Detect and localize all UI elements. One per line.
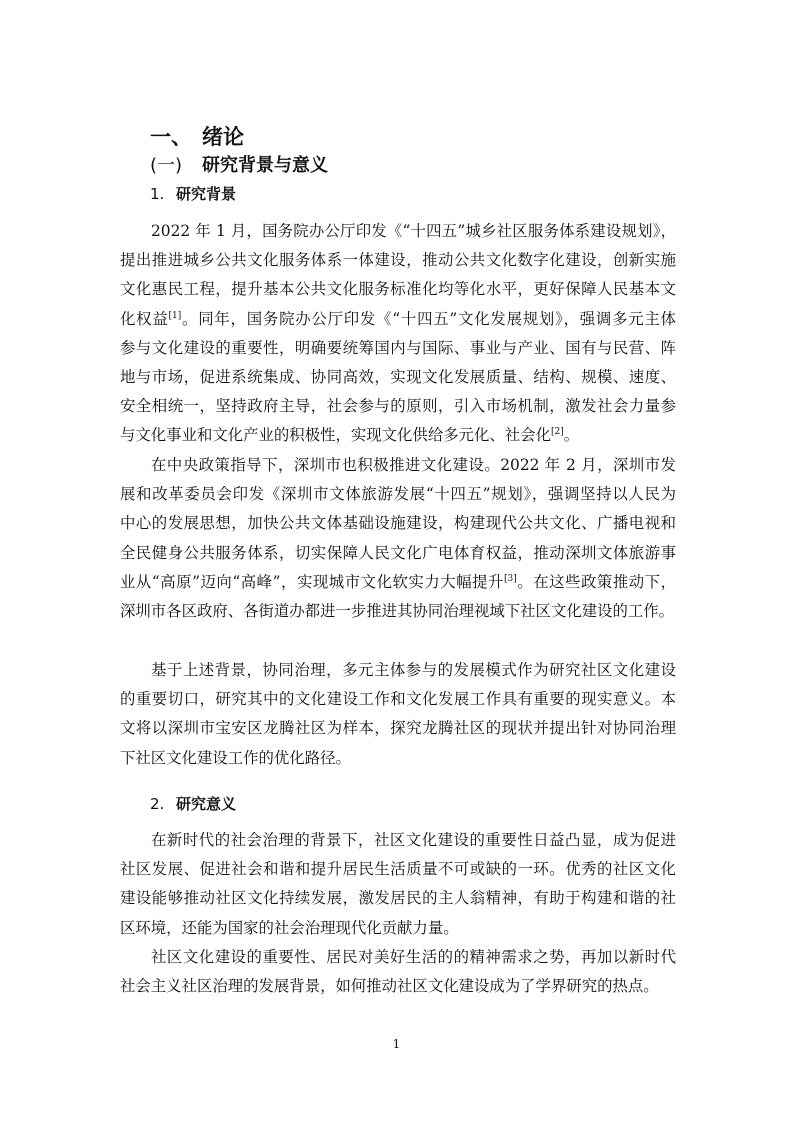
text-line: 2022 年 1 月，国务院办公厅印发《“十四五”城乡社区服务体系建设规划》，	[151, 222, 676, 240]
section-title: 研究背景与意义	[202, 155, 328, 176]
text-line	[120, 568, 676, 597]
text-line: 展和改革委员会印发《深圳市文体旅游发展“十四五”规划》，强调坚持以人民为	[120, 485, 676, 504]
text-line: 建设能够推动社区文化持续发展，激发居民的主人翁精神，有助于构建和谐的社	[120, 889, 676, 908]
paragraph-research-hotspot	[120, 943, 676, 1001]
text-line: 基于上述背景，协同治理，多元主体参与的发展模式作为研究社区文化建设	[151, 661, 676, 679]
text-line: 中心的发展思想，加快公共文体基础设施建设，构建现代公共文化、广播电视和	[120, 514, 676, 533]
text-fragment: 。在这些政策推动下，	[516, 572, 676, 591]
paragraph-policy-background	[120, 217, 676, 451]
section-number: (一)	[150, 155, 183, 176]
subsection-title: 研究背景	[176, 185, 237, 203]
text-line	[120, 421, 676, 450]
text-fragment: 化权益	[120, 309, 169, 328]
text-line: 社区发展、促进社会和谐和提升居民生活质量不可或缺的一环。优秀的社区文化	[120, 860, 676, 879]
text-line: 在中央政策指导下，深圳市也积极推进文化建设。2022 年 2 月，深圳市发	[151, 456, 676, 474]
text-fragment: 业从“高原”迈向“高峰”，实现城市文化软实力大幅提升	[120, 572, 504, 591]
text-line: 区环境，还能为国家的社会治理现代化贡献力量。	[120, 918, 459, 937]
text-line: 在新时代的社会治理的背景下，社区文化建设的重要性日益凸显，成为促进	[151, 831, 676, 849]
text-line: 参与文化建设的重要性，明确要统筹国内与国际、事业与产业、国有与民营、阵	[120, 338, 676, 357]
paragraph-research-approach	[120, 656, 676, 773]
text-line: 全民健身公共服务体系，切实保障人民文化广电体育权益，推动深圳文体旅游事	[120, 543, 676, 562]
text-line: 社区文化建设的重要性、居民对美好生活的的精神需求之势，再加以新时代	[151, 948, 676, 966]
text-line: 提出推进城乡公共文化服务体系一体建设，推动公共文化数字化建设，创新实施	[120, 251, 676, 270]
text-line: 社会主义社区治理的发展背景，如何推动社区文化建设成为了学界研究的热点。	[120, 977, 659, 996]
section-heading	[150, 153, 328, 179]
text-fragment: 。同年，国务院办公厅印发《“十四五”文化发展规划》，强调多元主体	[181, 309, 676, 328]
page-number: 1	[392, 1037, 401, 1051]
text-fragment: 与文化事业和文化产业的积极性，实现文化供给多元化、社会化	[120, 426, 551, 445]
text-line: 的重要切口，研究其中的文化建设工作和文化发展工作具有重要的现实意义。本	[120, 690, 676, 709]
paragraph-significance	[120, 826, 676, 943]
subsection-heading-significance	[150, 793, 236, 815]
subsection-number: 1.	[150, 185, 165, 203]
subsection-title: 研究意义	[176, 795, 237, 813]
chapter-title: 绪论	[202, 125, 244, 149]
text-line: 地与市场，促进系统集成、协同高效，实现文化发展质量、结构、规模、速度、	[120, 367, 676, 386]
subsection-number: 2.	[150, 795, 165, 813]
text-line: 下社区文化建设工作的优化路径。	[120, 748, 351, 767]
citation-ref-2: [2]	[550, 427, 564, 438]
text-line: 文将以深圳市宝安区龙腾社区为样本，探究龙腾社区的现状并提出针对协同治理	[120, 719, 676, 738]
subsection-heading-background	[150, 183, 236, 205]
text-line: 文化惠民工程，提升基本公共文化服务标准化均等化水平，更好保障人民基本文	[120, 280, 676, 299]
citation-ref-3: [3]	[503, 573, 517, 584]
text-fragment: 。	[563, 426, 580, 445]
text-line: 深圳市各区政府、各街道办都进一步推进其协同治理视域下社区文化建设的工作。	[120, 601, 675, 620]
citation-ref-1: [1]	[168, 310, 182, 321]
text-line	[120, 305, 676, 334]
chapter-number: 一、	[150, 125, 192, 149]
text-line: 安全相统一，坚持政府主导，社会参与的原则，引入市场机制，激发社会力量参	[120, 397, 676, 416]
chapter-heading	[150, 123, 244, 151]
paragraph-shenzhen-policy	[120, 451, 676, 626]
